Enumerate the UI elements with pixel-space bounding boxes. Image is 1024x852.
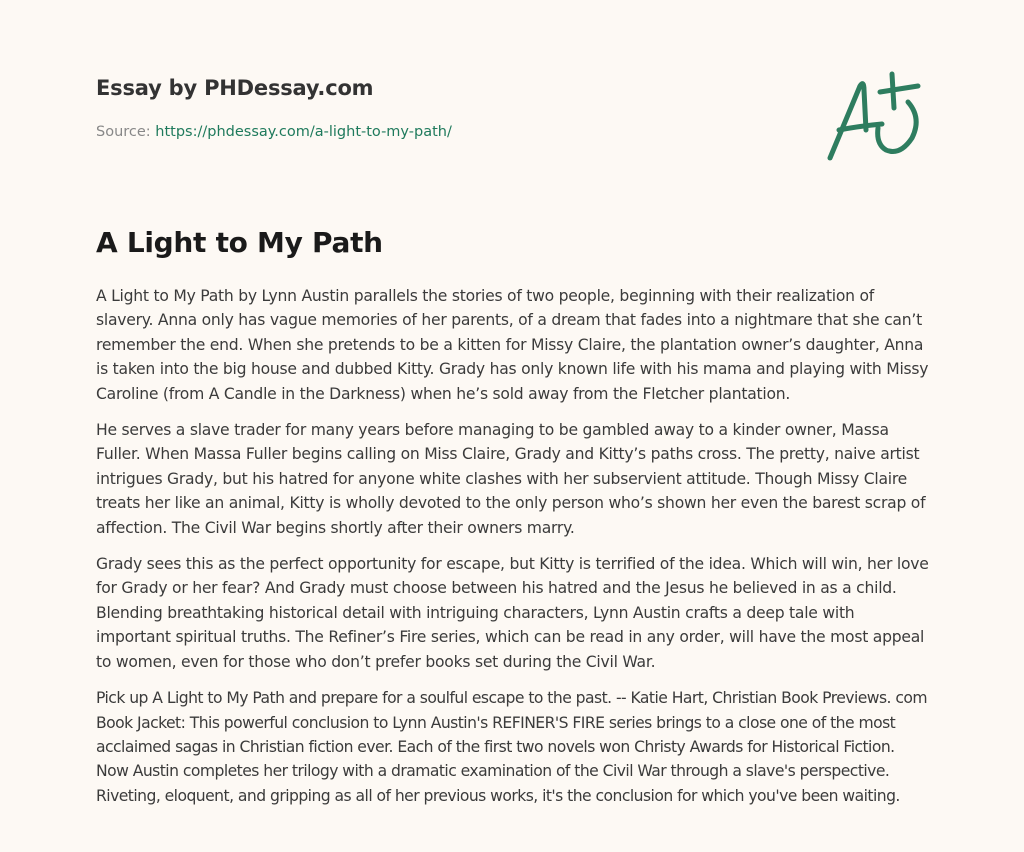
source-label: Source: bbox=[96, 124, 156, 140]
paragraph: Pick up A Light to My Path and prepare for a soulful escape to the past. -- Katie Hart, Christian Book Previews. com Book Jacket: This powerful conclusion to Lynn Austin's REFINER'S FIRE series brings to a close one of the most acclaimed sagas in Christian fiction ever. Each of the first two novels won Christy Awards for Historical Fiction. Now Austin completes her trilogy with a dramatic examination of the Civil War through a slave's perspective. Riveting, eloquent, and gripping as all of her previous works, it's the conclusion for which you've been waiting. bbox=[96, 689, 928, 805]
essay-body bbox=[96, 284, 930, 820]
source-link[interactable]: https://phdessay.com/a-light-to-my-path/ bbox=[155, 124, 452, 140]
paragraph: Grady sees this as the perfect opportunity for escape, but Kitty is terrified of the idea. Which will win, her love for Grady or her fear? And Grady must choose between his hatred and the Jesus he believed in as a child. Blending breathtaking historical detail with intriguing characters, Lynn Austin crafts a deep tale with important spiritual truths. The Refiner’s Fire series, which can be read in any order, will have the most appeal to women, even for those who don’t prefer books set during the Civil War. bbox=[96, 555, 929, 671]
a-plus-grade-icon bbox=[820, 68, 930, 168]
source-line bbox=[96, 124, 452, 140]
paragraph: He serves a slave trader for many years before managing to be gambled away to a kinder owner, Massa Fuller. When Massa Fuller begins calling on Miss Claire, Grady and Kitty’s paths cross. The pretty, naive artist intrigues Grady, but his hatred for anyone white clashes with her subservient attitude. Though Missy Claire treats her like an animal, Kitty is wholly devoted to the only person who’s shown her even the barest scrap of affection. The Civil War begins shortly after their owners marry. bbox=[96, 421, 926, 537]
site-name: Essay by PHDessay.com bbox=[96, 76, 374, 100]
paragraph: A Light to My Path by Lynn Austin parallels the stories of two people, beginning with their realization of slavery. Anna only has vague memories of her parents, of a dream that fades into a nightmare that she can’t remember the end. When she pretends to be a kitten for Missy Claire, the plantation owner’s daughter, Anna is taken into the big house and dubbed Kitty. Grady has only known life with his mama and playing with Missy Caroline (from A Candle in the Darkness) when he’s sold away from the Fletcher plantation. bbox=[96, 287, 929, 403]
essay-title: A Light to My Path bbox=[96, 226, 383, 259]
